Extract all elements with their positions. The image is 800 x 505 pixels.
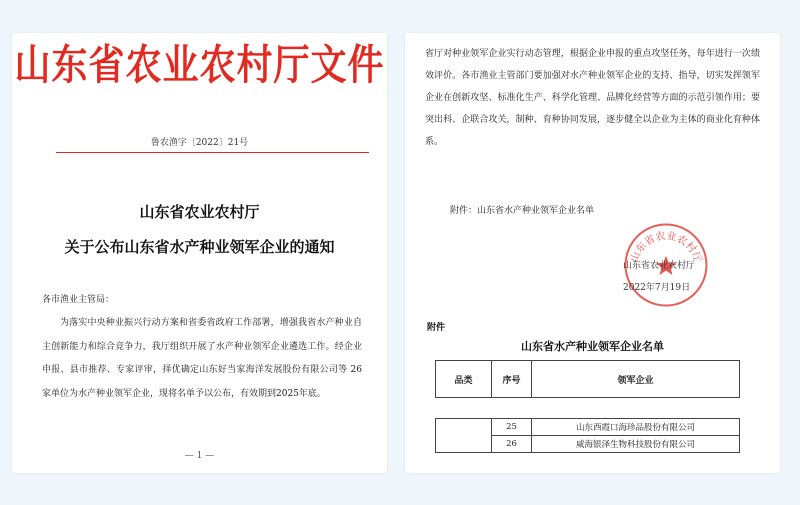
red-header-title: 山东省农业农村厅文件 [14,41,385,90]
header-category: 品类 [436,361,492,398]
row-number: 26 [492,436,532,453]
enterprise-table [435,360,740,453]
notice-title: 关于公布山东省水产种业领军企业的通知 [64,238,335,256]
seal-text: 山东省农业农村厅 [629,230,703,264]
document-page-2 [405,33,780,473]
row-company: 山东西霞口海珍品股份有限公司 [532,419,740,436]
notice-body: 为落实中央种业振兴行动方案和省委省政府工作部署，增强我省水产种业自主创新能力和综合竞争力，我厅组织开展了水产种业领军企业遴选工作。经企业申报、县市推荐、专家评审，择优确定山东好当家海洋发展股份有限公司等 26 家单位为水产种业领军企业，现将名单予以公布，有效期到2025年底。 [42,318,362,399]
signer: 山东省农业农村厅 [623,261,696,271]
row-number: 25 [492,419,532,436]
document-number: 鲁农渔字〔2022〕21号 [150,138,249,148]
page-number: — 1 — [184,451,215,461]
header-number: 序号 [492,361,532,398]
row-category [436,419,492,453]
row-company: 威海银泽生物科技股份有限公司 [532,436,740,453]
signing-date: 2022年7月19日 [623,283,691,293]
attachment-label: 附件 [427,323,446,333]
table-row [436,419,740,436]
issuer-heading: 山东省农业农村厅 [139,203,260,221]
header-company: 领军企业 [532,361,740,398]
red-divider [56,152,369,153]
document-page-1 [12,33,387,473]
list-title: 山东省水产种业领军企业名单 [521,340,664,353]
management-body: 省厅对种业领军企业实行动态管理，根据企业申报的重点攻坚任务，每年进行一次绩效评价。各市渔业主管部门要加强对水产种业领军企业的支持、指导，切实发挥领军企业在创新攻坚、标准化生产、科学化管理、品牌化经营等方面的示范引领作用；要突出科、企联合攻关，制种、育种协同发展，逐步健全以企业为主体的商业化育种体系。 [425,49,760,147]
attachment-reference: 附件：山东省水产种业领军企业名单 [450,206,595,216]
table-gap [436,398,740,419]
addressee: 各市渔业主管局： [42,295,115,305]
table-header-row [436,361,740,398]
